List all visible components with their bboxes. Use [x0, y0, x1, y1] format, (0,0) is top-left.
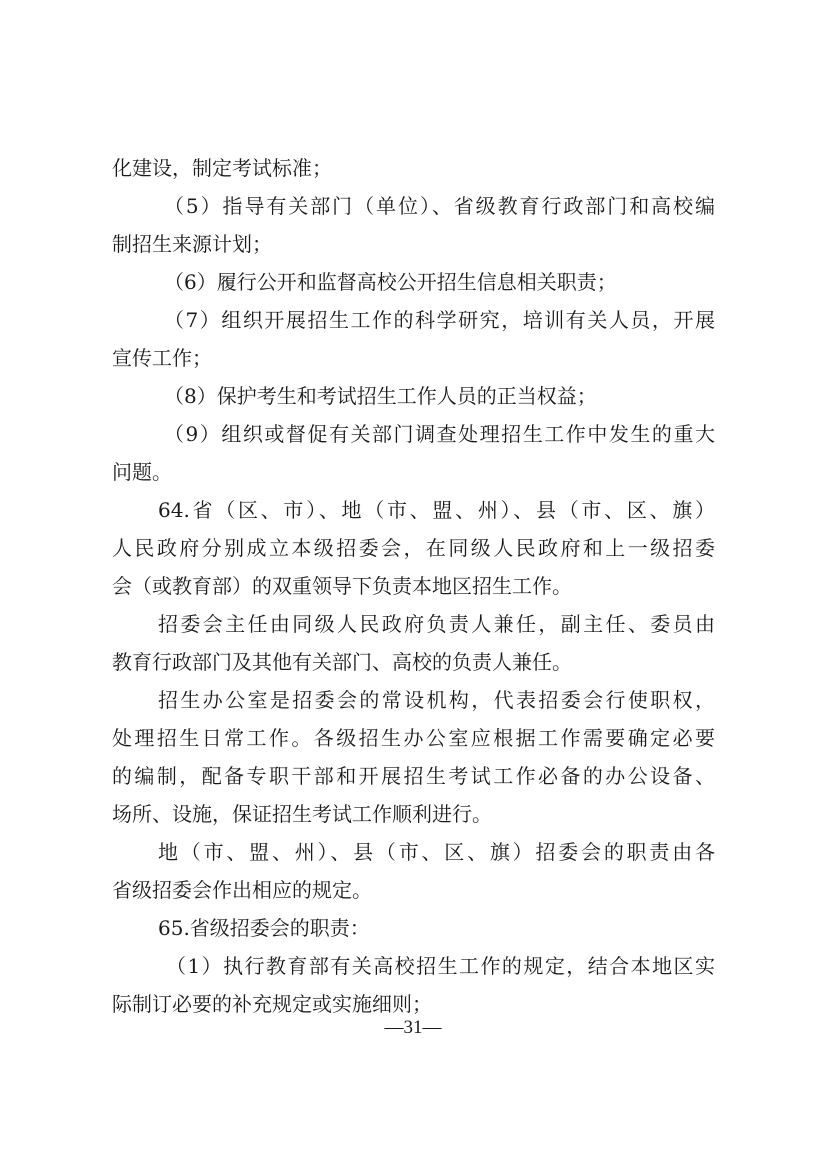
text-line: 问题。: [112, 460, 172, 484]
text-line: 场所、设施，保证招生考试工作顺利进行。: [112, 802, 492, 826]
text-line: （9）组织或督促有关部门调查处理招生工作中发生的重大: [164, 422, 715, 446]
text-line: （8）保护考生和考试招生工作人员的正当权益；: [164, 384, 597, 408]
text-line: 会（或教育部）的双重领导下负责本地区招生工作。: [112, 574, 572, 598]
text-line: 地（市、盟、州）、县（市、区、旗）招委会的职责由各: [158, 840, 715, 864]
text-line: 64.省（区、市）、地（市、盟、州）、县（市、区、旗）: [158, 498, 715, 522]
text-line: 际制订必要的补充规定或实施细则；: [112, 992, 432, 1016]
text-line: 省级招委会作出相应的规定。: [112, 878, 372, 902]
text-line: 教育行政部门及其他有关部门、高校的负责人兼任。: [112, 650, 572, 674]
text-line: 的编制，配备专职干部和开展招生考试工作必备的办公设备、: [112, 764, 715, 788]
text-line: 宣传工作；: [112, 346, 212, 370]
page-number: —31—: [384, 1017, 442, 1038]
text-line: （1）执行教育部有关高校招生工作的规定，结合本地区实: [166, 954, 715, 978]
document-body: [112, 149, 715, 1023]
text-line: 制招生来源计划；: [112, 232, 272, 256]
text-line: 化建设，制定考试标准；: [112, 156, 332, 180]
text-line: 招生办公室是招委会的常设机构，代表招委会行使职权，: [158, 688, 715, 712]
text-line: （5）指导有关部门（单位）、省级教育行政部门和高校编: [164, 194, 715, 218]
text-line: 人民政府分别成立本级招委会，在同级人民政府和上一级招委: [112, 536, 715, 560]
text-line: （7）组织开展招生工作的科学研究，培训有关人员，开展: [164, 308, 715, 332]
text-line: （6）履行公开和监督高校公开招生信息相关职责；: [164, 270, 617, 294]
text-line: 招委会主任由同级人民政府负责人兼任，副主任、委员由: [158, 612, 715, 636]
text-line: 处理招生日常工作。各级招生办公室应根据工作需要确定必要: [112, 726, 715, 750]
text-line: 65.省级招委会的职责：: [158, 916, 370, 940]
